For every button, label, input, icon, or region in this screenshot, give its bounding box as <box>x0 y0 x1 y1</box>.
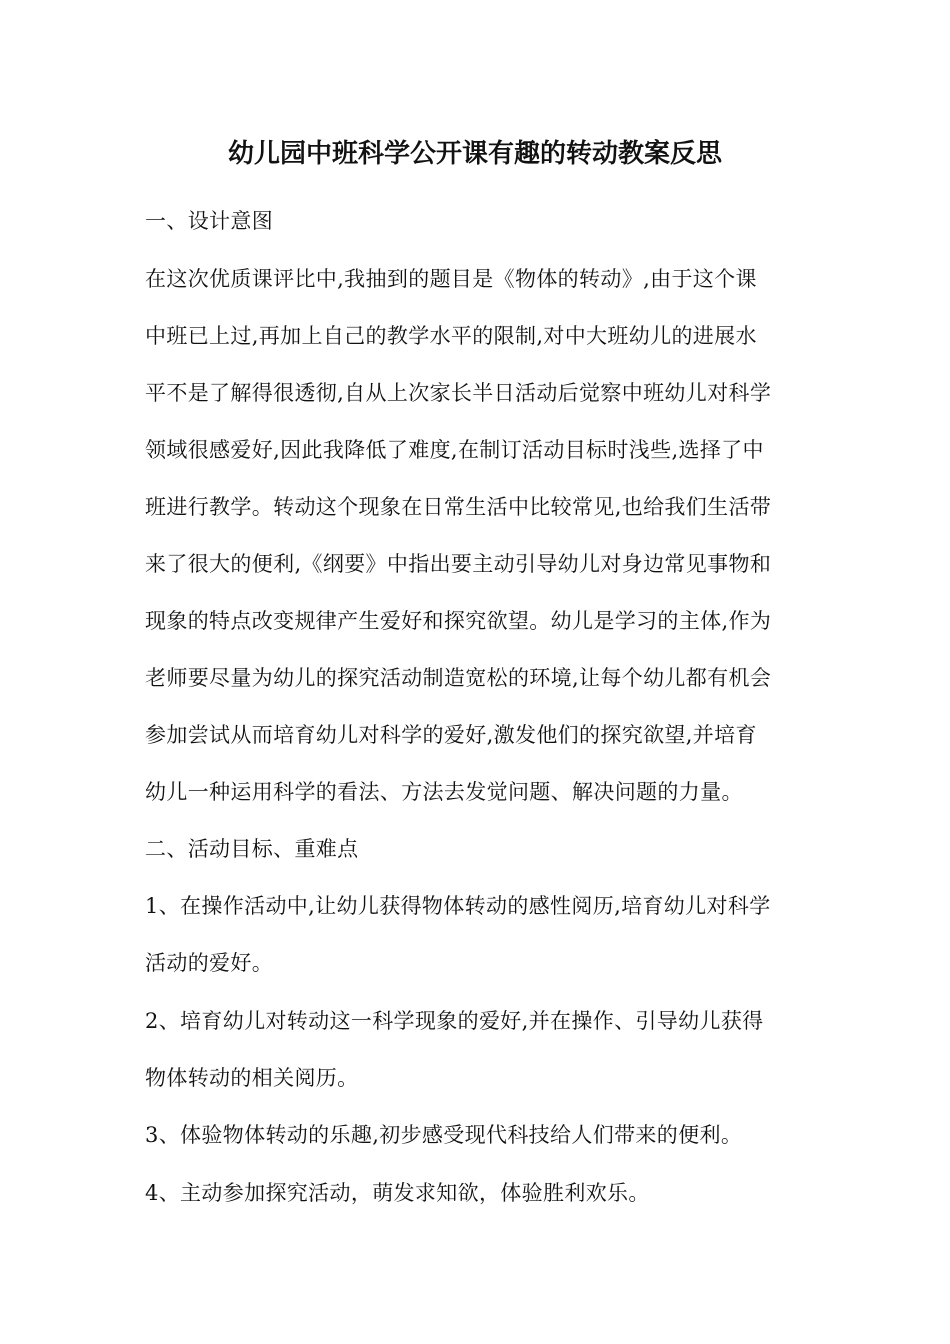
section-heading-goals: 二、活动目标、重难点 <box>145 837 359 861</box>
list-item-goal-4: 4、主动参加探究活动，萌发求知欲，体验胜利欢乐。 <box>145 1181 650 1205</box>
paragraph-line: 班进行教学。转动这个现象在日常生活中比较常见,也给我们生活带 <box>145 495 772 519</box>
section-heading-design-intent: 一、设计意图 <box>145 209 274 233</box>
paragraph-line: 老师要尽量为幼儿的探究活动制造宽松的环境,让每个幼儿都有机会 <box>145 666 772 690</box>
document-title: 幼儿园中班科学公开课有趣的转动教案反思 <box>227 139 722 169</box>
paragraph-line: 在这次优质课评比中,我抽到的题目是《物体的转动》,由于这个课 <box>145 267 757 291</box>
paragraph-line: 现象的特点改变规律产生爱好和探究欲望。幼儿是学习的主体,作为 <box>145 609 772 633</box>
paragraph-line: 中班已上过,再加上自己的教学水平的限制,对中大班幼儿的进展水 <box>145 324 757 348</box>
paragraph-line: 来了很大的便利,《纲要》中指出要主动引导幼儿对身边常见事物和 <box>145 552 772 576</box>
list-item-goal-1-cont: 活动的爱好。 <box>145 951 274 975</box>
paragraph-line: 平不是了解得很透彻,自从上次家长半日活动后觉察中班幼儿对科学 <box>145 381 772 405</box>
paragraph-line: 领域很感爱好,因此我降低了难度,在制订活动目标时浅些,选择了中 <box>145 438 764 462</box>
list-item-goal-2-cont: 物体转动的相关阅历。 <box>145 1066 359 1090</box>
list-item-goal-3: 3、体验物体转动的乐趣,初步感受现代科技给人们带来的便利。 <box>145 1123 743 1147</box>
list-item-goal-2: 2、培育幼儿对转动这一科学现象的爱好,并在操作、引导幼儿获得 <box>145 1009 764 1033</box>
paragraph-line: 幼儿一种运用科学的看法、方法去发觉问题、解决问题的力量。 <box>145 780 743 804</box>
list-item-goal-1: 1、在操作活动中,让幼儿获得物体转动的感性阅历,培育幼儿对科学 <box>145 894 771 918</box>
paragraph-line: 参加尝试从而培育幼儿对科学的爱好,激发他们的探究欲望,并培育 <box>145 723 757 747</box>
